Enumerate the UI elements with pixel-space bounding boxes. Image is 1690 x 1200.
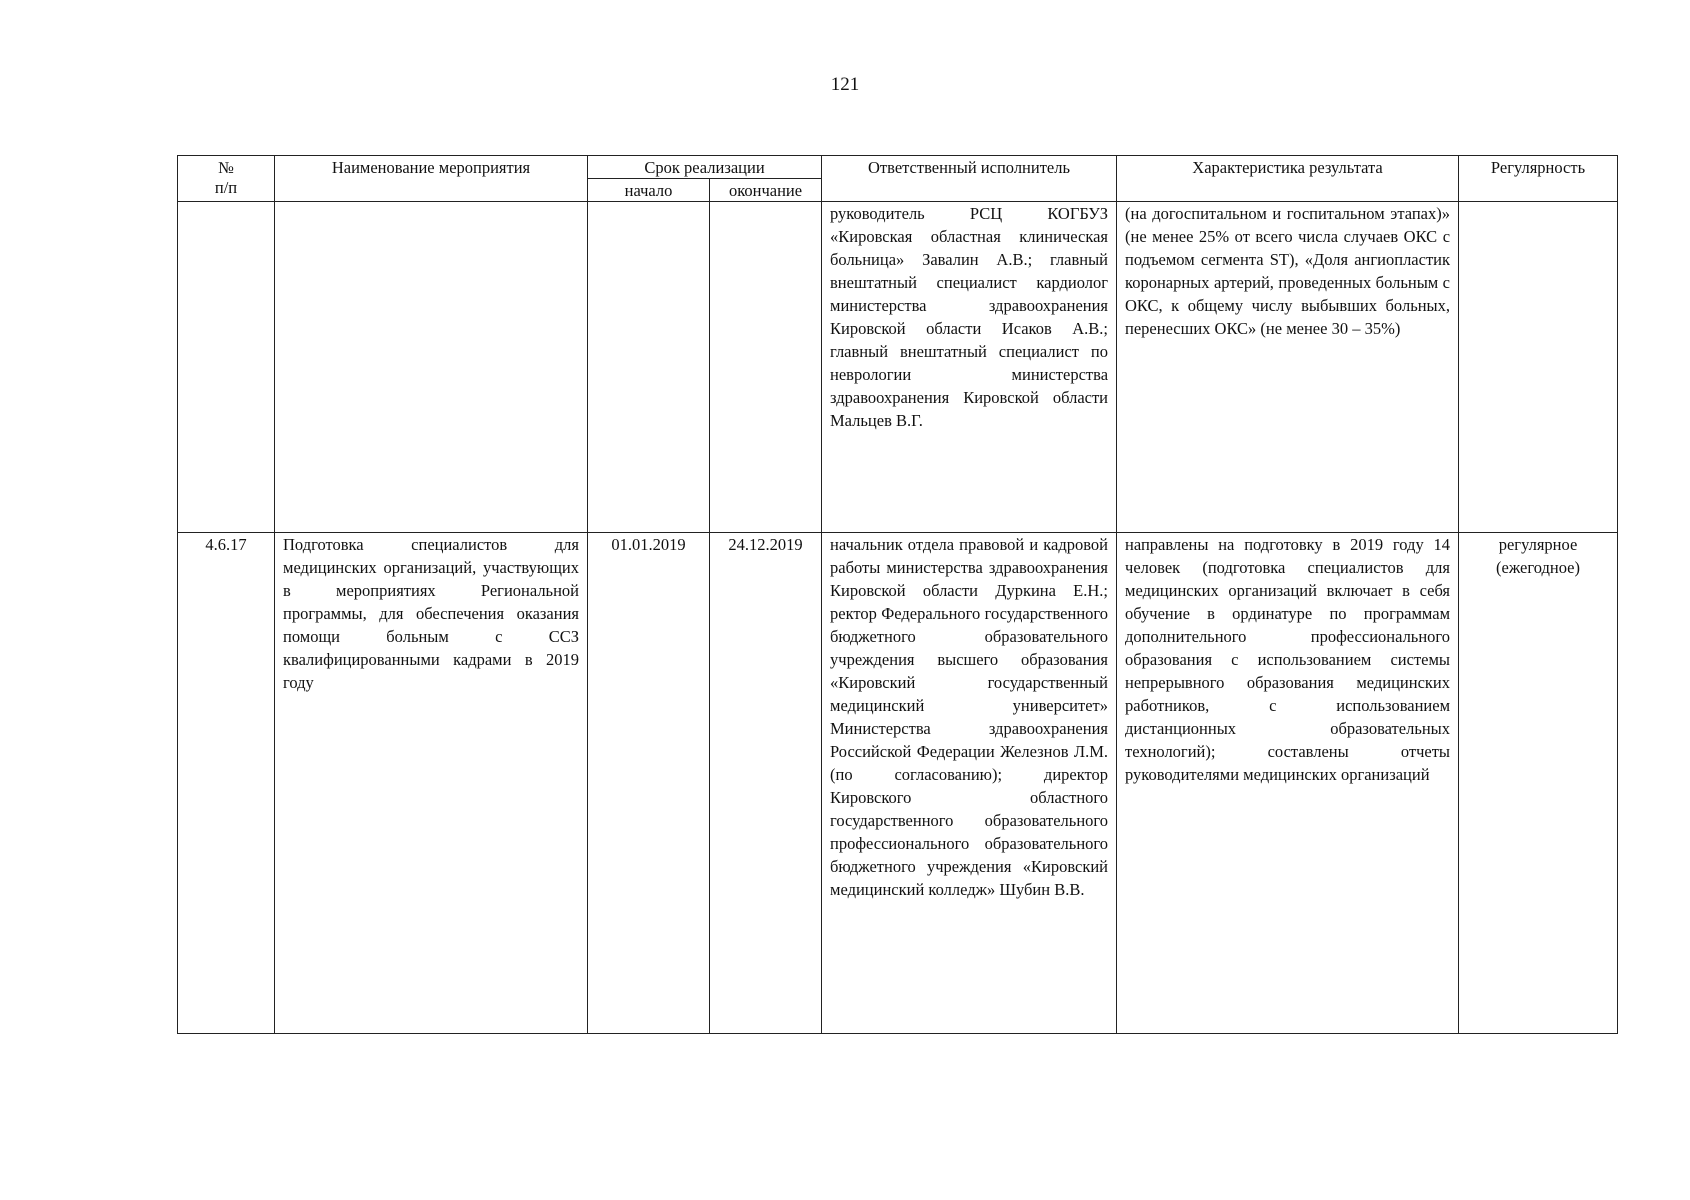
cell-result: направлены на подготовку в 2019 году 14 человек (подготовка специалистов для медицинских организаций включает в себя обучение в ординатуре по программам дополнительного профессионального образования с использованием системы непрерывного образования медицинских работников, с использованием дистанционных образовательных технологий); составлены отчеты руководителями медицинских организаций xyxy=(1117,533,1459,1034)
cell-num xyxy=(178,202,275,533)
cell-name: Подготовка специалистов для медицинских организаций, участвующих в мероприятиях Региональной программы, для обеспечения оказания помощи больным с ССЗ квалифицированными кадрами в 2019 году xyxy=(275,533,588,1034)
header-row xyxy=(178,156,1618,179)
cell-num: 4.6.17 xyxy=(178,533,275,1034)
cell-responsible: руководитель РСЦ КОГБУЗ «Кировская областная клиническая больница» Завалин А.В.; главный внештатный специалист кардиолог министерства здравоохранения Кировской области Исаков А.В.; главный внештатный специалист по неврологии министерства здравоохранения Кировской области Мальцев В.Г. xyxy=(822,202,1117,533)
cell-responsible: начальник отдела правовой и кадровой работы министерства здравоохранения Кировской области Дуркина Е.Н.; ректор Федерального государственного бюджетного образовательного учреждения высшего образования «Кировский государственный медицинский университет» Министерства здравоохранения Российской Федерации Железнов Л.М. (по согласованию); директор Кировского областного государственного образовательного профессионального образовательного бюджетного учреждения «Кировский медицинский колледж» Шубин В.В. xyxy=(822,533,1117,1034)
cell-name xyxy=(275,202,588,533)
table-row xyxy=(178,202,1618,533)
cell-end: 24.12.2019 xyxy=(710,533,822,1034)
cell-result: (на догоспитальном и госпитальном этапах)» (не менее 25% от всего числа случаев ОКС с подъемом сегмента ST), «Доля ангиопластик коронарных артерий, проведенных больным с ОКС, к общему числу выбывших больных, перенесших ОКС» (не менее 30 – 35%) xyxy=(1117,202,1459,533)
cell-regularity xyxy=(1459,202,1618,533)
header-result: Характеристика результата xyxy=(1117,156,1459,202)
header-regularity: Регулярность xyxy=(1459,156,1618,202)
header-period: Срок реализации xyxy=(588,156,822,179)
header-num: № п/п xyxy=(178,156,275,202)
header-name: Наименование мероприятия xyxy=(275,156,588,202)
cell-start: 01.01.2019 xyxy=(588,533,710,1034)
page-number: 121 xyxy=(830,74,860,95)
cell-regularity: регулярное (ежегодное) xyxy=(1459,533,1618,1034)
activities-table xyxy=(177,155,1618,1034)
cell-end xyxy=(710,202,822,533)
table-row xyxy=(178,533,1618,1034)
cell-start xyxy=(588,202,710,533)
header-responsible: Ответственный исполнитель xyxy=(822,156,1117,202)
header-end: окончание xyxy=(710,179,822,202)
header-start: начало xyxy=(588,179,710,202)
